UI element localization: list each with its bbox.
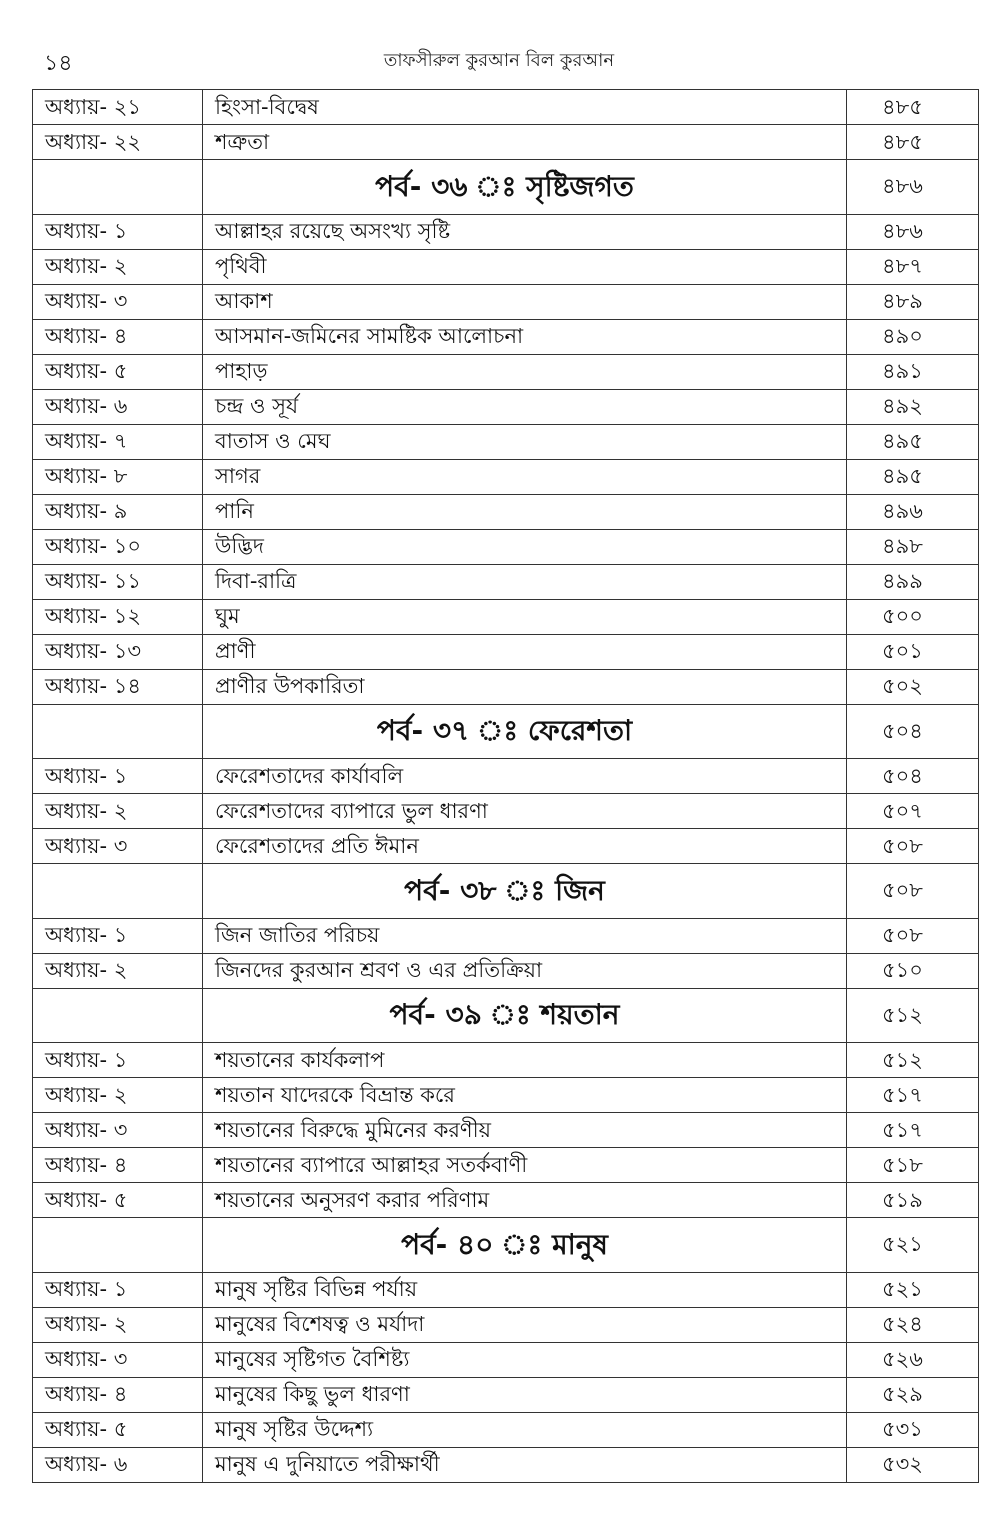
- toc-chapter-row: [33, 1447, 979, 1482]
- page-ref: ৪৯২: [847, 389, 979, 424]
- chapter-title: শয়তানের অনুসরণ করার পরিণাম: [203, 1183, 847, 1218]
- chapter-label: অধ্যায়- ১৩: [33, 634, 203, 669]
- chapter-title: সাগর: [203, 459, 847, 494]
- chapter-label: অধ্যায়- ১: [33, 1272, 203, 1307]
- chapter-label: [33, 864, 203, 919]
- page-ref: ৪৯০: [847, 319, 979, 354]
- toc-section-row: [33, 704, 979, 759]
- chapter-label: অধ্যায়- ২২: [33, 125, 203, 160]
- toc-chapter-row: [33, 1272, 979, 1307]
- page-ref: ৫১২: [847, 1043, 979, 1078]
- toc-chapter-row: [33, 214, 979, 249]
- toc-chapter-row: [33, 1113, 979, 1148]
- page-ref: ৪৮৯: [847, 284, 979, 319]
- toc-chapter-row: [33, 1342, 979, 1377]
- chapter-title: দিবা-রাত্রি: [203, 564, 847, 599]
- chapter-label: অধ্যায়- ১১: [33, 564, 203, 599]
- chapter-title: শয়তান যাদেরকে বিভ্রান্ত করে: [203, 1078, 847, 1113]
- chapter-label: [33, 1218, 203, 1273]
- toc-chapter-row: [33, 1412, 979, 1447]
- page-ref: ৫২১: [847, 1218, 979, 1273]
- chapter-label: অধ্যায়- ৪: [33, 319, 203, 354]
- page-ref: ৪৯৫: [847, 459, 979, 494]
- chapter-label: [33, 704, 203, 759]
- page-ref: ৫১২: [847, 988, 979, 1043]
- page-ref: ৪৯৯: [847, 564, 979, 599]
- chapter-title: চন্দ্র ও সূর্য: [203, 389, 847, 424]
- toc-body: [33, 90, 979, 1483]
- toc-chapter-row: [33, 599, 979, 634]
- chapter-title: মানুষের সৃষ্টিগত বৈশিষ্ট্য: [203, 1342, 847, 1377]
- chapter-label: অধ্যায়- ১: [33, 918, 203, 953]
- chapter-label: [33, 988, 203, 1043]
- chapter-label: অধ্যায়- ৪: [33, 1377, 203, 1412]
- page-ref: ৪৯১: [847, 354, 979, 389]
- page-ref: ৫০৪: [847, 759, 979, 794]
- chapter-title: ফেরেশতাদের প্রতি ঈমান: [203, 829, 847, 864]
- chapter-label: অধ্যায়- ৩: [33, 829, 203, 864]
- chapter-title: প্রাণী: [203, 634, 847, 669]
- page-ref: ৫১৭: [847, 1078, 979, 1113]
- toc-section-row: [33, 864, 979, 919]
- chapter-label: অধ্যায়- ১: [33, 1043, 203, 1078]
- chapter-title: শয়তানের বিরুদ্ধে মুমিনের করণীয়: [203, 1113, 847, 1148]
- page-ref: ৪৯৫: [847, 424, 979, 459]
- toc-chapter-row: [33, 354, 979, 389]
- toc-chapter-row: [33, 319, 979, 354]
- toc-chapter-row: [33, 918, 979, 953]
- page-ref: ৪৯৬: [847, 494, 979, 529]
- toc-chapter-row: [33, 1183, 979, 1218]
- page-ref: ৫২৪: [847, 1307, 979, 1342]
- toc-chapter-row: [33, 759, 979, 794]
- page-number: ১৪: [44, 51, 73, 76]
- chapter-title: শয়তানের ব্যাপারে আল্লাহর সতর্কবাণী: [203, 1148, 847, 1183]
- chapter-title: জিনদের কুরআন শ্রবণ ও এর প্রতিক্রিয়া: [203, 953, 847, 988]
- toc-chapter-row: [33, 1377, 979, 1412]
- chapter-label: অধ্যায়- ১২: [33, 599, 203, 634]
- toc-section-row: [33, 160, 979, 215]
- section-title: পর্ব- ৩৯ ঃ শয়তান: [203, 988, 847, 1043]
- page-ref: ৫২৬: [847, 1342, 979, 1377]
- chapter-title: ফেরেশতাদের ব্যাপারে ভুল ধারণা: [203, 794, 847, 829]
- chapter-label: অধ্যায়- ২: [33, 1078, 203, 1113]
- page-ref: ৫১৭: [847, 1113, 979, 1148]
- chapter-title: বাতাস ও মেঘ: [203, 424, 847, 459]
- page-ref: ৫১০: [847, 953, 979, 988]
- chapter-label: অধ্যায়- ২: [33, 953, 203, 988]
- chapter-label: অধ্যায়- ৭: [33, 424, 203, 459]
- chapter-title: পৃথিবী: [203, 249, 847, 284]
- page-ref: ৫২১: [847, 1272, 979, 1307]
- chapter-label: অধ্যায়- ৪: [33, 1148, 203, 1183]
- toc-chapter-row: [33, 529, 979, 564]
- chapter-label: অধ্যায়- ২: [33, 794, 203, 829]
- page-ref: ৫০২: [847, 669, 979, 704]
- section-title: পর্ব- ৩৭ ঃ ফেরেশতা: [203, 704, 847, 759]
- toc-chapter-row: [33, 1307, 979, 1342]
- page-ref: ৫৩২: [847, 1447, 979, 1482]
- chapter-label: অধ্যায়- ২: [33, 1307, 203, 1342]
- section-title: পর্ব- ৪০ ঃ মানুষ: [203, 1218, 847, 1273]
- chapter-label: অধ্যায়- ৩: [33, 284, 203, 319]
- chapter-title: পাহাড়: [203, 354, 847, 389]
- toc-chapter-row: [33, 634, 979, 669]
- chapter-title: পানি: [203, 494, 847, 529]
- toc-chapter-row: [33, 1148, 979, 1183]
- page-ref: ৫০১: [847, 634, 979, 669]
- chapter-label: অধ্যায়- ৩: [33, 1113, 203, 1148]
- chapter-title: মানুষ সৃষ্টির উদ্দেশ্য: [203, 1412, 847, 1447]
- toc-section-row: [33, 1218, 979, 1273]
- page-ref: ৫০৮: [847, 864, 979, 919]
- page-ref: ৪৮৬: [847, 160, 979, 215]
- chapter-title: ফেরেশতাদের কার্যাবলি: [203, 759, 847, 794]
- chapter-label: অধ্যায়- ৮: [33, 459, 203, 494]
- chapter-label: অধ্যায়- ২: [33, 249, 203, 284]
- toc-chapter-row: [33, 249, 979, 284]
- chapter-title: হিংসা-বিদ্বেষ: [203, 90, 847, 125]
- chapter-label: অধ্যায়- ৯: [33, 494, 203, 529]
- page-ref: ৫০৭: [847, 794, 979, 829]
- chapter-label: [33, 160, 203, 215]
- section-title: পর্ব- ৩৬ ঃ সৃষ্টিজগত: [203, 160, 847, 215]
- chapter-title: শয়তানের কার্যকলাপ: [203, 1043, 847, 1078]
- chapter-title: মানুষ সৃষ্টির বিভিন্ন পর্যায়: [203, 1272, 847, 1307]
- page-ref: ৪৮৫: [847, 125, 979, 160]
- page-ref: ৫০৮: [847, 918, 979, 953]
- page-ref: ৫০৪: [847, 704, 979, 759]
- toc-chapter-row: [33, 953, 979, 988]
- table-of-contents: [32, 89, 979, 1483]
- page-ref: ৫০৮: [847, 829, 979, 864]
- page-ref: ৫৩১: [847, 1412, 979, 1447]
- chapter-label: অধ্যায়- ৫: [33, 1412, 203, 1447]
- toc-chapter-row: [33, 284, 979, 319]
- chapter-label: অধ্যায়- ১: [33, 214, 203, 249]
- chapter-title: জিন জাতির পরিচয়: [203, 918, 847, 953]
- chapter-label: অধ্যায়- ৫: [33, 354, 203, 389]
- toc-chapter-row: [33, 1043, 979, 1078]
- toc-chapter-row: [33, 125, 979, 160]
- chapter-title: আল্লাহর রয়েছে অসংখ্য সৃষ্টি: [203, 214, 847, 249]
- page-ref: ৪৮৬: [847, 214, 979, 249]
- toc-chapter-row: [33, 389, 979, 424]
- chapter-title: শত্রুতা: [203, 125, 847, 160]
- chapter-label: অধ্যায়- ১০: [33, 529, 203, 564]
- toc-chapter-row: [33, 90, 979, 125]
- page-ref: ৪৮৫: [847, 90, 979, 125]
- chapter-label: অধ্যায়- ১: [33, 759, 203, 794]
- toc-chapter-row: [33, 829, 979, 864]
- running-title: তাফসীরুল কুরআন বিল কুরআন: [383, 50, 615, 71]
- section-title: পর্ব- ৩৮ ঃ জিন: [203, 864, 847, 919]
- toc-section-row: [33, 988, 979, 1043]
- toc-chapter-row: [33, 494, 979, 529]
- chapter-label: অধ্যায়- ২১: [33, 90, 203, 125]
- page-ref: ৪৯৮: [847, 529, 979, 564]
- chapter-label: অধ্যায়- ৬: [33, 389, 203, 424]
- toc-chapter-row: [33, 794, 979, 829]
- chapter-title: মানুষের বিশেষত্ব ও মর্যাদা: [203, 1307, 847, 1342]
- toc-chapter-row: [33, 564, 979, 599]
- chapter-title: উদ্ভিদ: [203, 529, 847, 564]
- toc-chapter-row: [33, 424, 979, 459]
- chapter-title: মানুষের কিছু ভুল ধারণা: [203, 1377, 847, 1412]
- page-ref: ৫১৯: [847, 1183, 979, 1218]
- toc-chapter-row: [33, 669, 979, 704]
- chapter-label: অধ্যায়- ৫: [33, 1183, 203, 1218]
- toc-chapter-row: [33, 1078, 979, 1113]
- chapter-label: অধ্যায়- ৬: [33, 1447, 203, 1482]
- page-ref: ৫২৯: [847, 1377, 979, 1412]
- chapter-label: অধ্যায়- ৩: [33, 1342, 203, 1377]
- chapter-title: ঘুম: [203, 599, 847, 634]
- page-ref: ৪৮৭: [847, 249, 979, 284]
- chapter-title: আসমান-জমিনের সামষ্টিক আলোচনা: [203, 319, 847, 354]
- chapter-title: প্রাণীর উপকারিতা: [203, 669, 847, 704]
- page-ref: ৫০০: [847, 599, 979, 634]
- chapter-title: আকাশ: [203, 284, 847, 319]
- toc-chapter-row: [33, 459, 979, 494]
- chapter-title: মানুষ এ দুনিয়াতে পরীক্ষার্থী: [203, 1447, 847, 1482]
- chapter-label: অধ্যায়- ১৪: [33, 669, 203, 704]
- page-ref: ৫১৮: [847, 1148, 979, 1183]
